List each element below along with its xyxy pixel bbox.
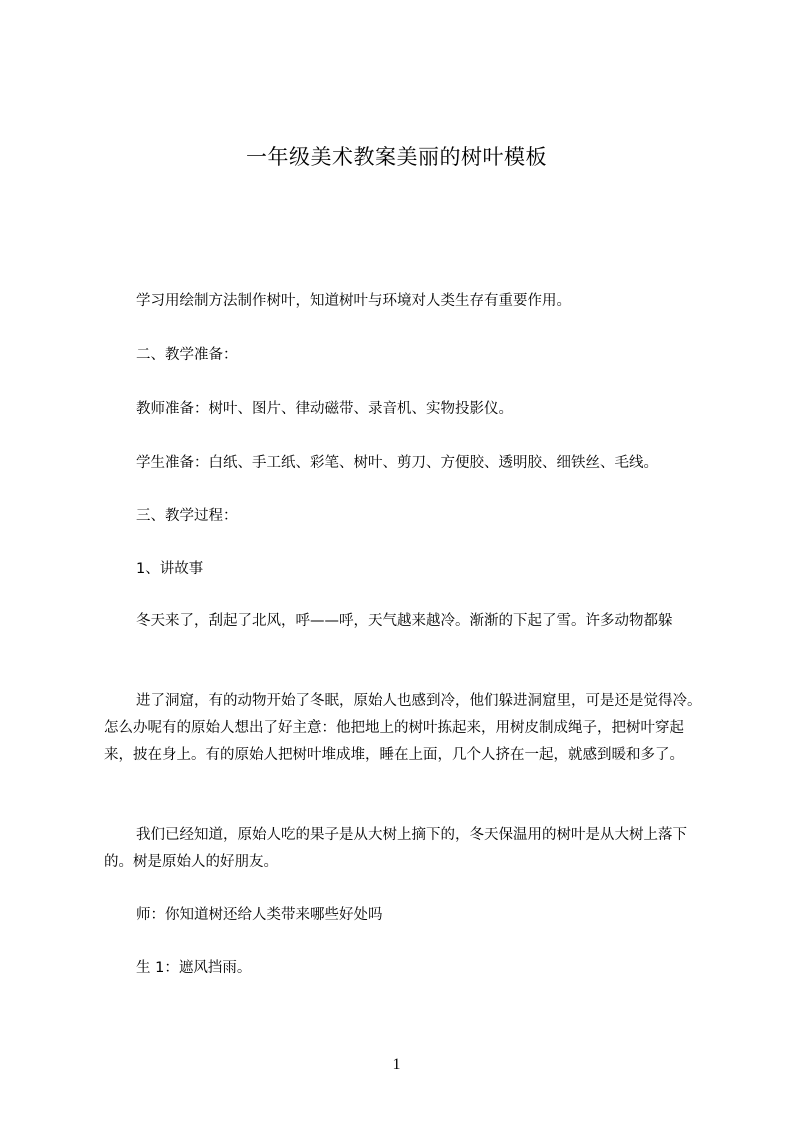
paragraph-student-answer: 生 1：遮风挡雨。 (136, 960, 252, 976)
paragraph-story-part-2: 进了洞窟，有的动物开始了冬眠，原始人也感到冷，他们躲进洞窟里，可是还是觉得冷。怎么办呢有的原始人想出了好主意：他把地上的树叶拣起来，用树皮制成绳子，把树叶穿起来，披在身上。有的原始人把树叶堆成堆，睡在上面，几个人挤在一起，就感到暖和多了。 (104, 693, 702, 763)
paragraph-teacher-preparation: 教师准备：树叶、图片、律动磁带、录音机、实物投影仪。 (136, 401, 513, 417)
paragraph-section-process: 三、教学过程： (136, 508, 238, 524)
paragraph-teacher-question: 师：你知道树还给人类带来哪些好处吗 (136, 907, 383, 923)
document-title: 一年级美术教案美丽的树叶模板 (246, 145, 547, 169)
page-number: 1 (392, 1056, 401, 1073)
paragraph-step-story: 1、讲故事 (136, 561, 204, 577)
paragraph-story-part-1: 冬天来了，刮起了北风，呼——呼，天气越来越冷。渐渐的下起了雪。许多动物都躲 (136, 613, 673, 629)
paragraph-student-preparation: 学生准备：白纸、手工纸、彩笔、树叶、剪刀、方便胶、透明胶、细铁丝、毛线。 (136, 455, 658, 471)
paragraph-section-preparation: 二、教学准备： (136, 347, 238, 363)
paragraph-trees-friends: 我们已经知道，原始人吃的果子是从大树上摘下的，冬天保温用的树叶是从大树上落下的。树是原始人的好朋友。 (104, 827, 687, 870)
paragraph-objective: 学习用绘制方法制作树叶，知道树叶与环境对人类生存有重要作用。 (136, 293, 571, 309)
